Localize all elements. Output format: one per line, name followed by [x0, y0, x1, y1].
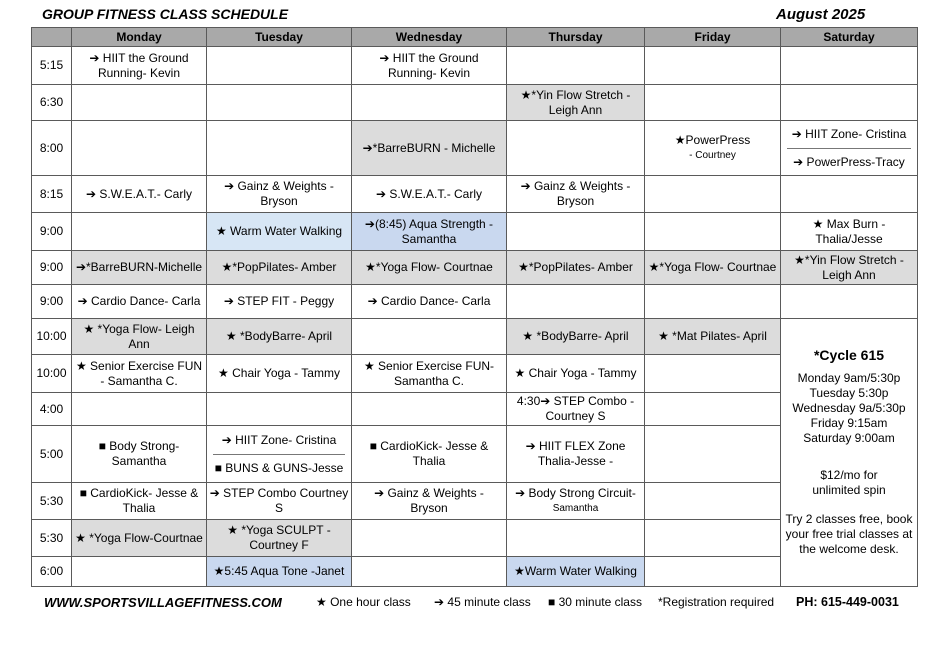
time-cell: 4:00 [32, 393, 72, 426]
class-cell [645, 285, 781, 319]
time-cell: 5:30 [32, 483, 72, 520]
class-cell: ➔ S.W.E.A.T.- Carly [352, 176, 507, 213]
time-cell: 8:00 [32, 121, 72, 176]
class-cell: ➔*BarreBURN-Michelle [72, 251, 207, 285]
class-cell: ★ *Yoga Flow- Leigh Ann [72, 319, 207, 355]
time-cell: 10:00 [32, 355, 72, 393]
time-cell: 6:30 [32, 85, 72, 121]
class-cell: ➔ Gainz & Weights - Bryson [507, 176, 645, 213]
phone-number: PH: 615-449-0031 [796, 595, 899, 609]
class-cell: ➔ Gainz & Weights - Bryson [352, 483, 507, 520]
class-cell: ★5:45 Aqua Tone -Janet [207, 557, 352, 587]
class-cell [507, 285, 645, 319]
class-cell [645, 520, 781, 557]
cycle-schedule-line: Wednesday 9a/5:30p [792, 401, 906, 415]
schedule-table [31, 27, 918, 587]
trial-info: Try 2 classes free, book [785, 512, 913, 526]
class-cell [72, 121, 207, 176]
class-cell: ■ CardioKick- Jesse & Thalia [352, 426, 507, 483]
class-cell [507, 121, 645, 176]
class-cell: ➔ Cardio Dance- Carla [72, 285, 207, 319]
schedule-title: GROUP FITNESS CLASS SCHEDULE [42, 6, 289, 22]
class-cell [507, 483, 645, 520]
class-cell: ★ *BodyBarre- April [507, 319, 645, 355]
class-cell [352, 520, 507, 557]
class-cell [72, 393, 207, 426]
trial-info: the welcome desk. [799, 542, 899, 556]
legend-registration: *Registration required [658, 595, 775, 609]
class-cell [352, 557, 507, 587]
table-row [32, 47, 918, 85]
class-cell [645, 426, 781, 483]
class-cell: ★*PopPilates- Amber [507, 251, 645, 285]
class-cell [72, 213, 207, 251]
day-header-monday: Monday [72, 28, 207, 47]
class-cell [781, 285, 918, 319]
class-cell [781, 47, 918, 85]
website-link[interactable]: WWW.SPORTSVILLAGEFITNESS.COM [44, 595, 282, 610]
time-cell: 9:00 [32, 213, 72, 251]
class-cell [645, 483, 781, 520]
legend-one-hour: ★ One hour class [316, 595, 411, 609]
class-cell: ➔ HIIT the Ground Running- Kevin [352, 47, 507, 85]
cycle-schedule-line: Tuesday 5:30p [809, 386, 889, 400]
class-cell: ➔ Gainz & Weights - Bryson [207, 176, 352, 213]
day-header-thursday: Thursday [507, 28, 645, 47]
class-cell: ★ *Yoga Flow-Courtnae [72, 520, 207, 557]
class-cell: ★ Max Burn - Thalia/Jesse [781, 213, 918, 251]
class-cell: ★ Warm Water Walking [207, 213, 352, 251]
class-cell [645, 47, 781, 85]
time-cell: 5:00 [32, 426, 72, 483]
class-cell: ➔*BarreBURN - Michelle [352, 121, 507, 176]
class-cell: ➔ HIIT FLEX Zone Thalia-Jesse - [507, 426, 645, 483]
class-cell: ➔ STEP FIT - Peggy [207, 285, 352, 319]
class-cell [645, 176, 781, 213]
class-cell [352, 393, 507, 426]
class-cell [781, 121, 918, 176]
cycle-price: $12/mo for [820, 468, 878, 482]
time-header [32, 28, 72, 47]
class-instructor: Samantha [552, 503, 599, 514]
table-row [32, 85, 918, 121]
cycle-title: *Cycle 615 [813, 347, 885, 363]
class-cell [645, 557, 781, 587]
table-row [32, 213, 918, 251]
class-cell [645, 213, 781, 251]
class-cell: ★ Chair Yoga - Tammy [207, 355, 352, 393]
class-cell [645, 121, 781, 176]
class-cell [507, 213, 645, 251]
day-header-friday: Friday [645, 28, 781, 47]
time-cell: 9:00 [32, 285, 72, 319]
class-cell [207, 47, 352, 85]
class-cell: 4:30➔ STEP Combo - Courtney S [507, 393, 645, 426]
day-header-saturday: Saturday [781, 28, 918, 47]
cell-divider [213, 454, 345, 455]
cycle-info-cell [781, 319, 918, 587]
cycle-schedule-line: Monday 9am/5:30p [797, 371, 901, 385]
time-cell: 5:15 [32, 47, 72, 85]
schedule-month: August 2025 [776, 6, 866, 23]
day-header-wednesday: Wednesday [352, 28, 507, 47]
class-cell [72, 85, 207, 121]
day-header-tuesday: Tuesday [207, 28, 352, 47]
class-name: ■ BUNS & GUNS-Jesse [214, 460, 344, 475]
class-cell [781, 85, 918, 121]
class-cell: ★ Senior Exercise FUN- Samantha C. [352, 355, 507, 393]
class-cell [645, 393, 781, 426]
class-cell [507, 47, 645, 85]
time-cell: 6:00 [32, 557, 72, 587]
class-name: ➔ HIIT Zone- Cristina [221, 432, 337, 447]
class-cell [207, 121, 352, 176]
class-cell: ★ *Mat Pilates- April [645, 319, 781, 355]
class-cell: ■ Body Strong- Samantha [72, 426, 207, 483]
table-row [32, 285, 918, 319]
class-name: ➔ HIIT Zone- Cristina [791, 126, 907, 141]
table-row [32, 251, 918, 285]
class-cell [645, 85, 781, 121]
class-cell [781, 176, 918, 213]
class-cell: ★ Chair Yoga - Tammy [507, 355, 645, 393]
header-row [32, 28, 918, 47]
time-cell: 9:00 [32, 251, 72, 285]
class-cell: ★*Yin Flow Stretch - Leigh Ann [781, 251, 918, 285]
cycle-price: unlimited spin [812, 483, 886, 497]
cycle-schedule-line: Saturday 9:00am [803, 431, 895, 445]
legend-30-minute: ■ 30 minute class [548, 595, 642, 609]
class-cell [72, 557, 207, 587]
class-name: ➔ PowerPress-Tracy [793, 154, 905, 169]
class-cell [207, 393, 352, 426]
class-cell: ★*Yin Flow Stretch - Leigh Ann [507, 85, 645, 121]
class-cell: ➔ Cardio Dance- Carla [352, 285, 507, 319]
class-cell: ➔ S.W.E.A.T.- Carly [72, 176, 207, 213]
class-cell: ★*Yoga Flow- Courtnae [645, 251, 781, 285]
time-cell: 10:00 [32, 319, 72, 355]
class-cell [207, 426, 352, 483]
legend-45-minute: ➔ 45 minute class [434, 595, 531, 609]
time-cell: 8:15 [32, 176, 72, 213]
class-instructor: - Courtney [689, 150, 736, 161]
trial-info: your free trial classes at [785, 527, 913, 541]
cell-divider [787, 148, 911, 149]
class-cell: ■ CardioKick- Jesse & Thalia [72, 483, 207, 520]
class-cell: ➔ HIIT the Ground Running- Kevin [72, 47, 207, 85]
class-cell [352, 85, 507, 121]
class-cell [645, 355, 781, 393]
table-row [32, 319, 918, 355]
table-row [32, 121, 918, 176]
class-name: ★PowerPress [674, 133, 751, 147]
class-cell: ★Warm Water Walking [507, 557, 645, 587]
class-cell: ★*Yoga Flow- Courtnae [352, 251, 507, 285]
class-name: ➔ Body Strong Circuit- [515, 486, 636, 500]
class-cell: ➔ STEP Combo Courtney S [207, 483, 352, 520]
class-cell: ★ *Yoga SCULPT -Courtney F [207, 520, 352, 557]
class-cell [207, 85, 352, 121]
class-cell: ★ Senior Exercise FUN - Samantha C. [72, 355, 207, 393]
class-cell [352, 319, 507, 355]
time-cell: 5:30 [32, 520, 72, 557]
table-row [32, 176, 918, 213]
class-cell: ★*PopPilates- Amber [207, 251, 352, 285]
cycle-schedule-line: Friday 9:15am [810, 416, 888, 430]
class-cell: ★ *BodyBarre- April [207, 319, 352, 355]
class-cell: ➔(8:45) Aqua Strength - Samantha [352, 213, 507, 251]
class-cell [507, 520, 645, 557]
